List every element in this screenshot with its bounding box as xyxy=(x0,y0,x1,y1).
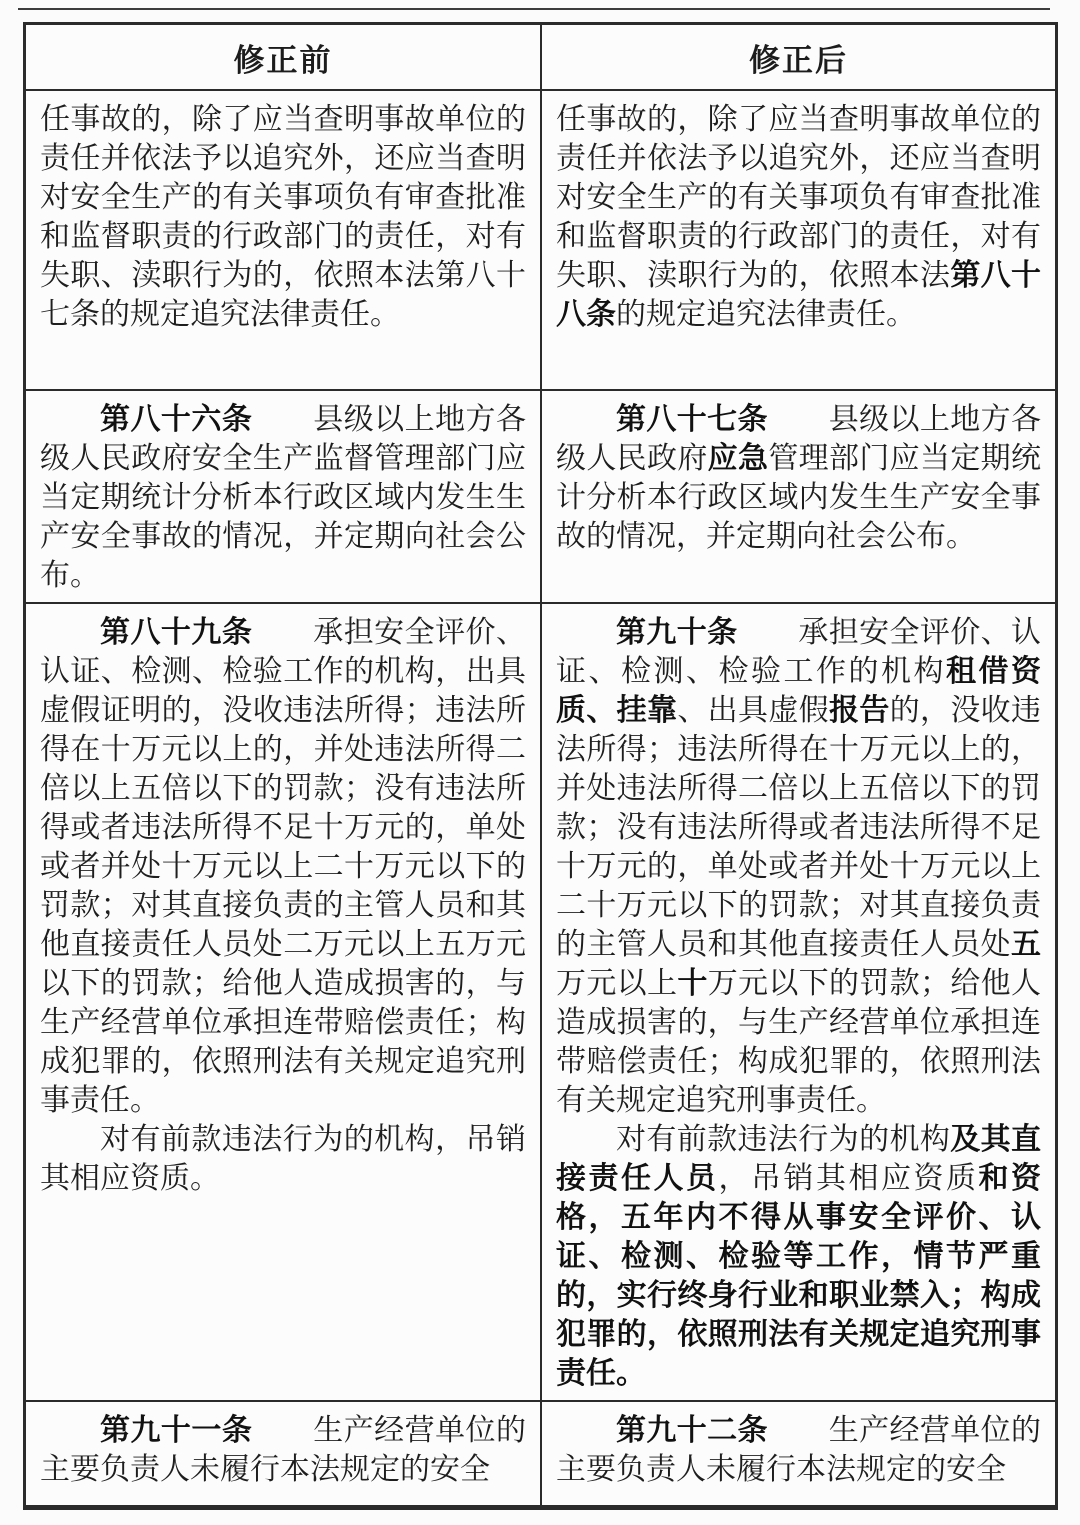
paragraph xyxy=(40,1411,526,1489)
text-run: 县级以上地方各级人民政府安全生产监督管理部门应当定期统计分析本行政区域内发生生产安全事故的情况，并定期向社会公布。 xyxy=(40,403,527,592)
emphasized-text-run: 十 xyxy=(677,967,708,1000)
text-run: 对有前款违法行为的机构，吊销其相应资质。 xyxy=(40,1123,526,1195)
emphasized-text-run: 第九十条 xyxy=(616,616,738,649)
text-run: 生产经营单位的主要负责人未履行本法规定的安全 xyxy=(40,1414,527,1486)
paragraph xyxy=(556,100,1041,334)
emphasized-text-run: 及其直接责任人员 xyxy=(556,1123,1042,1195)
text-run: 承担安全评价、认证、检测、检验工作的机构，出具虚假证明的，没收违法所得；违法所得在十万元以上的，并处违法所得二倍以上五倍以下的罚款；没有违法所得或者违法所得不足十万元的，单处或者并处十万元以上二十万元以下的罚款；对其直接负责的主管人员和其他直接责任人员处二万元以上五万元以下的罚款；给他人造成损害的，与生产经营单位承担连带赔偿责任；构成犯罪的，依照刑法有关规定追究刑事责任。 xyxy=(40,616,527,1117)
cell-after-row-4 xyxy=(542,1402,1055,1505)
cell-after-row-3 xyxy=(542,604,1055,1400)
cell-before-row-4 xyxy=(26,1402,542,1505)
emphasized-text-run: 第八十九条 xyxy=(100,616,253,649)
column-header-before-amendment: 修正前 xyxy=(26,25,542,89)
text-run: 任事故的，除了应当查明事故单位的责任并依法予以追究外，还应当查明对安全生产的有关事项负有审查批准和监督职责的行政部门的责任，对有失职、渎职行为的，依照本法 xyxy=(556,103,1041,292)
paragraph xyxy=(556,613,1041,1120)
paragraph xyxy=(40,400,526,595)
text-run: 、出具虚假 xyxy=(677,694,830,727)
amendment-comparison-table xyxy=(23,22,1058,1510)
text-run: 万元以上 xyxy=(556,967,678,1000)
table-row xyxy=(26,91,1055,391)
emphasized-text-run: 租借资质、挂靠 xyxy=(556,655,1041,727)
table-row xyxy=(26,1402,1055,1505)
emphasized-text-run: 报告 xyxy=(829,694,890,727)
text-run: ，吊销其相应资质 xyxy=(718,1162,979,1195)
text-run: 承担安全评价、认证、检测、检验工作的机构 xyxy=(556,616,1042,688)
text-run: 县级以上地方各级人民政府 xyxy=(556,403,1042,475)
paragraph xyxy=(556,1411,1041,1489)
text-run: 万元以下的罚款；给他人造成损害的，与生产经营单位承担连带赔偿责任；构成犯罪的，依照刑法有关规定追究刑事责任。 xyxy=(556,967,1042,1117)
text-run: 生产经营单位的主要负责人未履行本法规定的安全 xyxy=(556,1414,1042,1486)
text-run: 任事故的，除了应当查明事故单位的责任并依法予以追究外，还应当查明对安全生产的有关事项负有审查批准和监督职责的行政部门的责任，对有失职、渎职行为的，依照本法第八十七条的规定追究法律责任。 xyxy=(40,103,526,331)
emphasized-text-run: 第八十八条 xyxy=(556,259,1042,331)
paragraph xyxy=(40,100,526,334)
text-run: 的，没收违法所得；违法所得在十万元以上的，并处违法所得二倍以上五倍以下的罚款；没有违法所得或者违法所得不足十万元的，单处或者并处十万元以上二十万元以下的罚款；对其直接负责的主管人员和其他直接责任人员处 xyxy=(556,694,1042,961)
emphasized-text-run: 应急 xyxy=(707,442,769,475)
cutoff-rule-above-table xyxy=(18,8,1050,10)
paragraph xyxy=(40,613,526,1120)
text-run: 管理部门应当定期统计分析本行政区域内发生生产安全事故的情况，并定期向社会公布。 xyxy=(556,442,1042,553)
emphasized-text-run: 五 xyxy=(1011,928,1041,961)
emphasized-text-run: 第八十七条 xyxy=(616,403,768,436)
text-run: 的规定追究法律责任。 xyxy=(616,298,916,331)
table-row xyxy=(26,604,1055,1402)
table-row xyxy=(26,391,1055,604)
emphasized-text-run: 第九十二条 xyxy=(616,1414,768,1447)
paragraph xyxy=(556,400,1041,556)
column-header-after-amendment: 修正后 xyxy=(749,42,848,78)
paragraph xyxy=(40,1120,526,1198)
emphasized-text-run: 和资格，五年内不得从事安全评价、认证、检测、检验等工作，情节严重的，实行终身行业和职业禁入；构成犯罪的，依照刑法有关规定追究刑事责任。 xyxy=(556,1162,1041,1390)
cell-after-row-2 xyxy=(542,391,1055,602)
emphasized-text-run: 第九十一条 xyxy=(100,1414,253,1447)
cell-after-row-1 xyxy=(542,91,1055,389)
emphasized-text-run: 第八十六条 xyxy=(100,403,253,436)
text-run: 对有前款违法行为的机构 xyxy=(616,1123,951,1156)
cell-before-row-3 xyxy=(26,604,542,1400)
cell-before-row-2 xyxy=(26,391,542,602)
table-header-row xyxy=(26,25,1055,91)
cell-before-row-1 xyxy=(26,91,542,389)
paragraph xyxy=(556,1120,1041,1393)
